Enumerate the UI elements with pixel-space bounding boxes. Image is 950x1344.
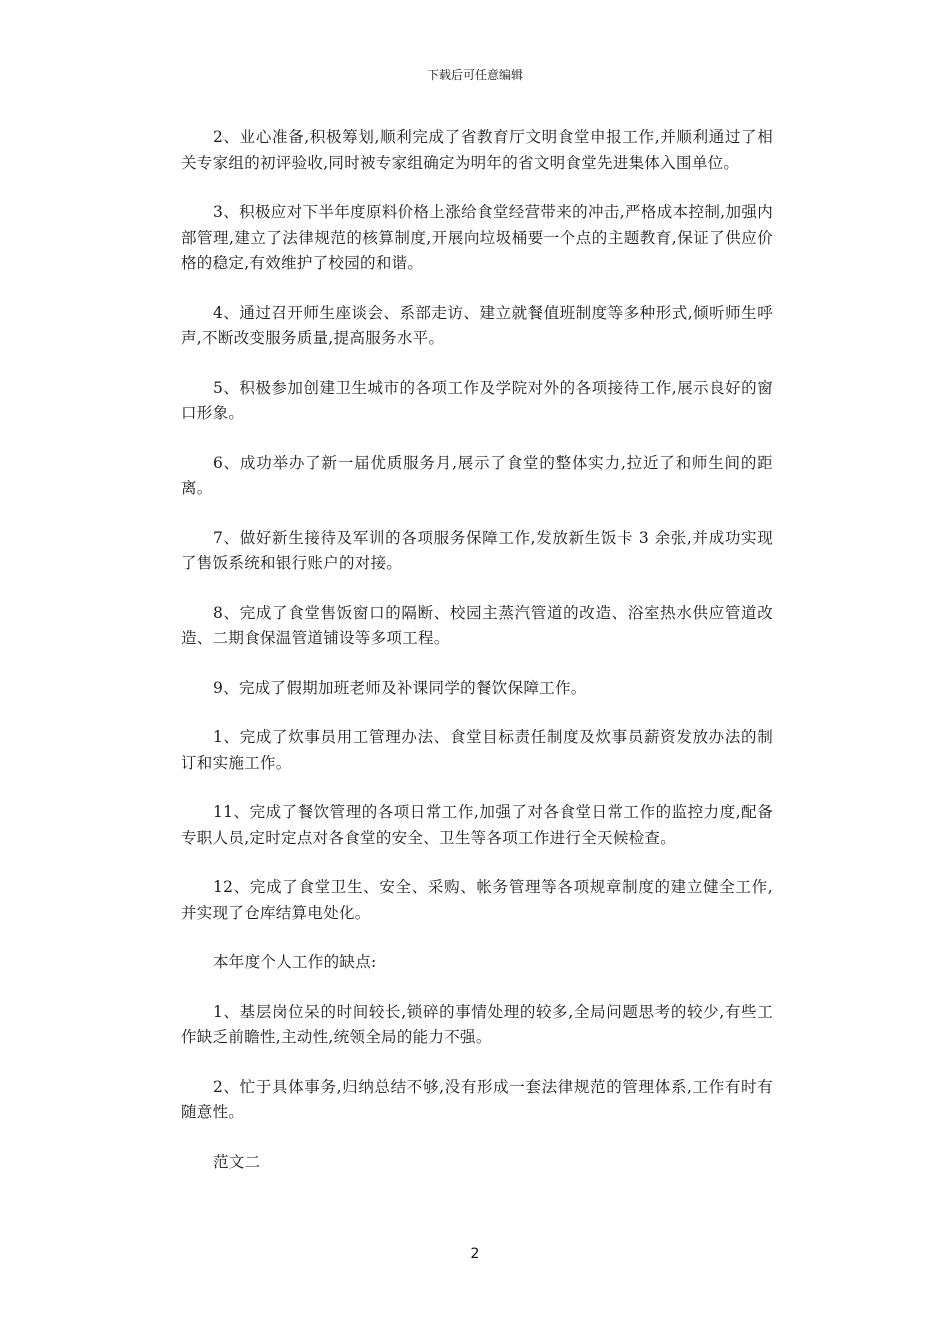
paragraph-2: 2、业心准备,积极筹划,顺利完成了省教育厅文明食堂申报工作,并顺利通过了相关专家组的初评验收,同时被专家组确定为明年的省文明食堂先进集体入围单位。 bbox=[181, 128, 773, 172]
paragraph-11: 11、完成了餐饮管理的各项日常工作,加强了对各食堂日常工作的监控力度,配备专职人员,定时定点对各食堂的安全、卫生等各项工作进行全天候检查。 bbox=[181, 803, 773, 847]
paragraph-3: 3、积极应对下半年度原料价格上涨给食堂经营带来的冲击,严格成本控制,加强内部管理,建立了法律规范的核算制度,开展向垃圾桶要一个点的主题教育,保证了供应价格的稳定,有效维护了校园的和谐。 bbox=[181, 203, 773, 272]
paragraph-9: 9、完成了假期加班老师及补课同学的餐饮保障工作。 bbox=[213, 678, 587, 697]
paragraph-7: 7、做好新生接待及军训的各项服务保障工作,发放新生饭卡 3 余张,并成功实现了售饭系统和银行账户的对接。 bbox=[181, 528, 773, 572]
paragraph-6: 6、成功举办了新一届优质服务月,展示了食堂的整体实力,拉近了和师生间的距离。 bbox=[181, 453, 773, 497]
shortcoming-2: 2、忙于具体事务,归纳总结不够,没有形成一套法律规范的管理体系,工作有时有随意性。 bbox=[181, 1077, 773, 1121]
shortcomings-heading: 本年度个人工作的缺点: bbox=[213, 953, 377, 971]
paragraph-8: 8、完成了食堂售饭窗口的隔断、校园主蒸汽管道的改造、浴室热水供应管道改造、二期食保温管道铺设等多项工程。 bbox=[181, 603, 773, 647]
paragraph-5: 5、积极参加创建卫生城市的各项工作及学院对外的各项接待工作,展示良好的窗口形象。 bbox=[181, 378, 773, 422]
paragraph-10: 1、完成了炊事员用工管理办法、食堂目标责任制度及炊事员薪资发放办法的制订和实施工作。 bbox=[181, 728, 773, 772]
section-title-sample-two: 范文二 bbox=[213, 1152, 261, 1171]
paragraph-4: 4、通过召开师生座谈会、系部走访、建立就餐值班制度等多种形式,倾听师生呼声,不断改变服务质量,提高服务水平。 bbox=[181, 303, 773, 347]
shortcoming-1: 1、基层岗位呆的时间较长,锁碎的事情处理的较多,全局问题思考的较少,有些工作缺乏前瞻性,主动性,统领全局的能力不强。 bbox=[181, 1002, 773, 1046]
page-header: 下载后可任意编辑 bbox=[426, 68, 523, 82]
page-number: 2 bbox=[470, 1246, 480, 1262]
paragraph-12: 12、完成了食堂卫生、安全、采购、帐务管理等各项规章制度的建立健全工作,并实现了仓库结算电处化。 bbox=[181, 878, 773, 922]
document-body bbox=[181, 125, 773, 1199]
